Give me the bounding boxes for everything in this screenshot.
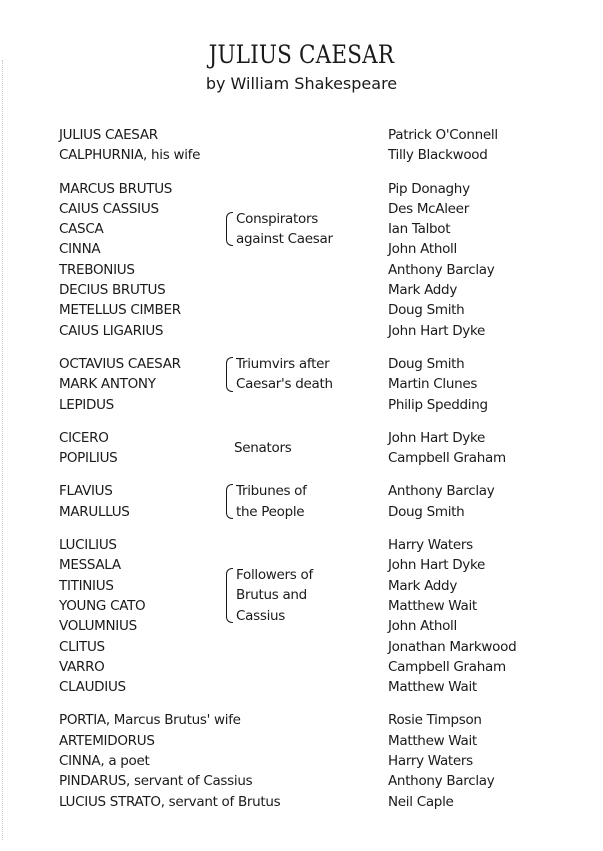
actor-name: Doug Smith <box>388 503 465 520</box>
role-name: CINNA <box>59 241 101 258</box>
role-name: PINDARUS, servant of Cassius <box>59 773 253 790</box>
role-name: POPILIUS <box>59 450 118 467</box>
actor-name: John Atholl <box>388 618 457 635</box>
cast-row <box>0 239 603 259</box>
role-name: VOLUMNIUS <box>59 618 137 635</box>
actor-name: John Atholl <box>388 241 457 258</box>
actor-name: Mark Addy <box>388 577 458 594</box>
actor-name: Harry Waters <box>388 537 473 554</box>
cast-row <box>0 125 603 145</box>
cast-row <box>0 448 603 468</box>
role-name: CLITUS <box>59 638 105 655</box>
actor-name: Patrick O'Connell <box>388 127 498 143</box>
cast-row <box>0 771 603 791</box>
role-name: LUCILIUS <box>59 537 117 554</box>
actor-name: Tilly Blackwood <box>388 147 488 164</box>
actor-name: Mark Addy <box>388 282 458 299</box>
cast-row <box>0 199 603 219</box>
note-line: Triumvirs after <box>236 355 330 372</box>
role-name: MARK ANTONY <box>59 376 156 393</box>
role-name: LEPIDUS <box>59 396 114 413</box>
cast-row <box>0 321 603 341</box>
page-subtitle: by William Shakespeare <box>205 74 398 93</box>
actor-name: Anthony Barclay <box>388 773 495 790</box>
note-line: the People <box>236 503 305 520</box>
cast-row <box>0 535 603 555</box>
role-name: PORTIA, Marcus Brutus' wife <box>59 712 241 729</box>
role-name: CALPHURNIA, his wife <box>59 147 201 164</box>
cast-row <box>0 300 603 320</box>
actor-name: Harry Waters <box>388 753 473 770</box>
cast-group-senators <box>0 428 603 469</box>
note-line: Followers of <box>236 567 313 584</box>
note-line: Brutus and <box>236 587 307 604</box>
actor-name: John Hart Dyke <box>388 429 486 446</box>
actor-name: Philip Spedding <box>388 396 488 413</box>
actor-name: Doug Smith <box>388 302 465 319</box>
role-name: TREBONIUS <box>59 261 135 278</box>
role-name: DECIUS BRUTUS <box>59 282 166 299</box>
cast-row <box>0 481 603 501</box>
cast-group-conspirators <box>0 179 603 341</box>
actor-name: Des McAleer <box>388 200 469 217</box>
cast-row <box>0 374 603 394</box>
actor-name: Matthew Wait <box>388 679 477 696</box>
actor-name: Anthony Barclay <box>388 261 495 278</box>
note-line: Tribunes of <box>236 483 307 500</box>
role-name: YOUNG CATO <box>59 597 146 614</box>
role-name: FLAVIUS <box>59 483 113 500</box>
cast-group-followers <box>0 535 603 697</box>
cast-row <box>0 354 603 374</box>
role-name: MARULLUS <box>59 503 130 520</box>
cast-row <box>0 576 603 596</box>
role-name: MARCUS BRUTUS <box>59 180 173 197</box>
cast-group-principals <box>0 125 603 166</box>
role-name: ARTEMIDORUS <box>59 732 155 749</box>
cast-row <box>0 555 603 575</box>
role-name: CLAUDIUS <box>59 679 126 696</box>
cast-row <box>0 710 603 730</box>
role-name: TITINIUS <box>59 577 114 594</box>
cast-row <box>0 428 603 448</box>
cast-row <box>0 179 603 199</box>
cast-row <box>0 751 603 771</box>
cast-group-others <box>0 710 603 811</box>
role-name: LUCIUS STRATO, servant of Brutus <box>59 793 281 810</box>
cast-row <box>0 280 603 300</box>
role-name: CINNA, a poet <box>59 753 150 770</box>
cast-list <box>0 125 603 825</box>
role-name: CAIUS CASSIUS <box>59 200 159 217</box>
cast-row <box>0 596 603 616</box>
actor-name: Matthew Wait <box>388 732 477 749</box>
note-line: Cassius <box>236 607 286 624</box>
cast-row <box>0 657 603 677</box>
role-name: MESSALA <box>59 557 121 574</box>
role-name: VARRO <box>59 658 105 675</box>
cast-group-triumvirs <box>0 354 603 415</box>
actor-name: Matthew Wait <box>388 597 477 614</box>
cast-group-tribunes <box>0 481 603 522</box>
role-name: JULIUS CAESAR <box>59 127 158 143</box>
page-title: JULIUS CAESAR <box>208 40 395 69</box>
actor-name: Pip Donaghy <box>388 180 470 197</box>
cast-row <box>0 219 603 239</box>
cast-row <box>0 792 603 812</box>
cast-row <box>0 502 603 522</box>
role-name: CICERO <box>59 429 109 446</box>
note-line: against Caesar <box>236 230 333 247</box>
cast-row <box>0 677 603 697</box>
actor-name: Neil Caple <box>388 793 454 810</box>
actor-name: Martin Clunes <box>388 376 478 393</box>
note-line: Caesar's death <box>236 376 333 393</box>
actor-name: Ian Talbot <box>388 221 451 238</box>
actor-name: Campbell Graham <box>388 658 506 675</box>
cast-row <box>0 637 603 657</box>
cast-row <box>0 731 603 751</box>
cast-row <box>0 616 603 636</box>
cast-row <box>0 145 603 165</box>
actor-name: Rosie Timpson <box>388 712 482 729</box>
role-name: CAIUS LIGARIUS <box>59 322 164 339</box>
cast-row <box>0 395 603 415</box>
note-line: Senators <box>234 439 292 456</box>
note-line: Conspirators <box>236 210 318 227</box>
role-name: CASCA <box>59 221 104 238</box>
actor-name: Anthony Barclay <box>388 483 495 500</box>
actor-name: John Hart Dyke <box>388 322 486 339</box>
actor-name: Doug Smith <box>388 355 465 372</box>
role-name: OCTAVIUS CAESAR <box>59 355 181 372</box>
cast-row <box>0 260 603 280</box>
role-name: METELLUS CIMBER <box>59 302 181 319</box>
actor-name: John Hart Dyke <box>388 557 486 574</box>
actor-name: Jonathan Markwood <box>388 638 517 655</box>
actor-name: Campbell Graham <box>388 450 506 467</box>
